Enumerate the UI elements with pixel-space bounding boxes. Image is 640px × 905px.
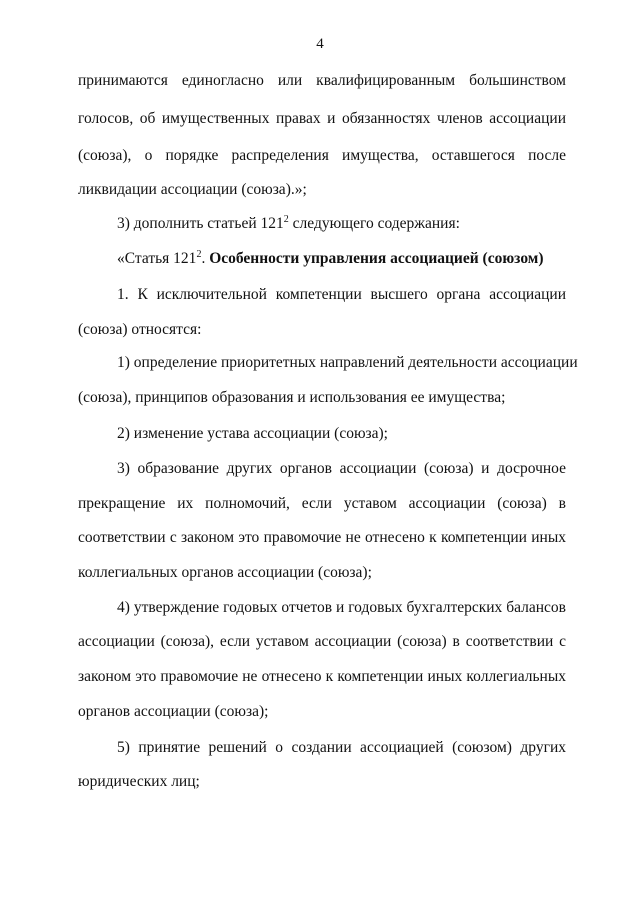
paragraph-line: 2) изменение устава ассоциации (союза); <box>117 425 388 442</box>
paragraph-line: юридических лиц; <box>78 773 200 790</box>
article-label: «Статья 121 <box>117 250 197 267</box>
paragraph-line: принимаются единогласно или квалифицированным большинством <box>78 72 566 89</box>
article-title: Особенности управления ассоциацией (союзом) <box>209 250 544 267</box>
superscript: 2 <box>196 249 202 260</box>
paragraph-line: голосов, об имущественных правах и обязанностях членов ассоциации <box>78 110 566 127</box>
paragraph-line: органов ассоциации (союза); <box>78 703 269 720</box>
amendment-line <box>117 214 566 234</box>
page-number: 4 <box>316 36 324 52</box>
paragraph-line: 1. К исключительной компетенции высшего органа ассоциации <box>117 286 566 303</box>
paragraph-line: прекращение их полномочий, если уставом ассоциации (союза) в <box>78 495 566 512</box>
paragraph-line: коллегиальных органов ассоциации (союза); <box>78 564 372 581</box>
paragraph-line: (союза), принципов образования и использования ее имущества; <box>78 389 506 406</box>
paragraph-line: (союза), о порядке распределения имущества, оставшегося после <box>78 147 566 164</box>
paragraph-line: 3) образование других органов ассоциации (союза) и досрочное <box>117 460 566 477</box>
article-heading <box>117 249 566 269</box>
paragraph-line: ассоциации (союза), если уставом ассоциации (союза) в соответствии с <box>78 633 566 650</box>
amendment-text: 3) дополнить статьей 121 <box>117 215 284 232</box>
paragraph-line: 1) определение приоритетных направлений деятельности ассоциации <box>117 354 578 371</box>
paragraph-line: соответствии с законом это правомочие не отнесено к компетенции иных <box>78 529 566 546</box>
paragraph-line: (союза) относятся: <box>78 321 202 338</box>
paragraph-line: 5) принятие решений о создании ассоциацией (союзом) других <box>117 739 566 756</box>
paragraph-line: ликвидации ассоциации (союза).»; <box>78 181 307 198</box>
amendment-text-rest: следующего содержания: <box>288 215 460 232</box>
paragraph-line: 4) утверждение годовых отчетов и годовых бухгалтерских балансов <box>117 599 566 616</box>
article-dot: . <box>201 250 210 267</box>
superscript: 2 <box>283 214 289 225</box>
paragraph-line: законом это правомочие не отнесено к компетенции иных коллегиальных <box>78 668 566 685</box>
